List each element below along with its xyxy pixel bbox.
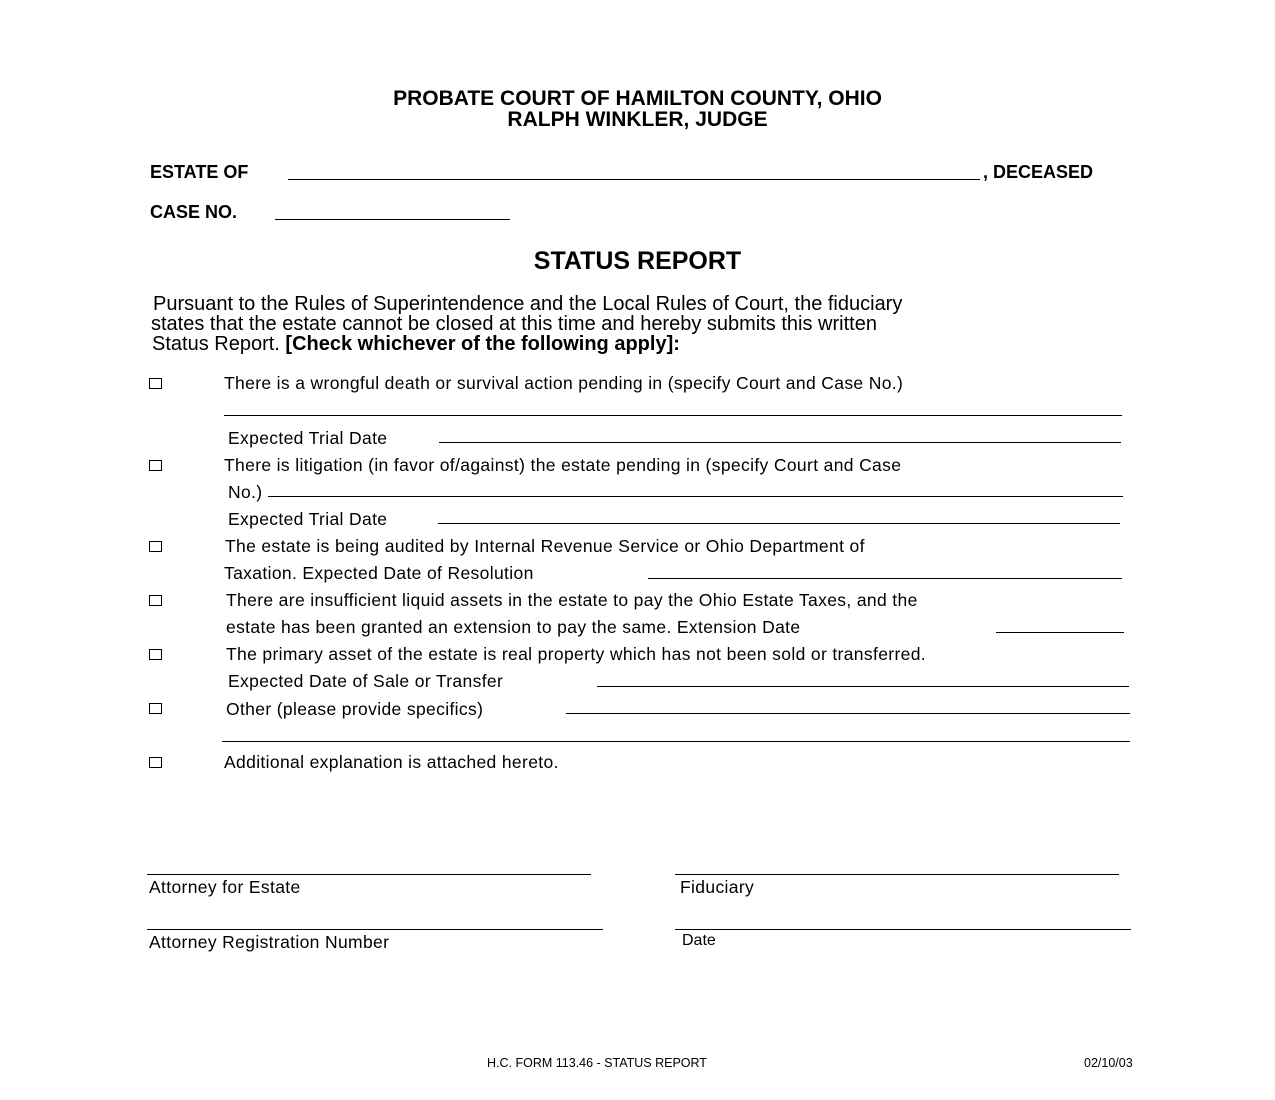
audit-checkbox[interactable]: [149, 541, 162, 552]
deceased-label: , DECEASED: [983, 162, 1094, 182]
litigation-trial-label: Expected Trial Date: [228, 509, 388, 529]
court-title: PROBATE COURT OF HAMILTON COUNTY, OHIO: [393, 87, 882, 110]
extension-date-field[interactable]: [996, 632, 1124, 633]
additional-checkbox[interactable]: [149, 757, 162, 768]
judge-name: RALPH WINKLER, JUDGE: [507, 108, 768, 131]
litigation-court-field[interactable]: [268, 496, 1123, 497]
wrongful-death-trial-date-field[interactable]: [439, 442, 1121, 443]
liquid-assets-text: There are insufficient liquid assets in the estate to pay the Ohio Estate Taxes, and the: [226, 590, 918, 610]
intro-instruction: [Check whichever of the following apply]:: [285, 333, 680, 355]
wrongful-death-court-field[interactable]: [224, 415, 1122, 416]
intro-line-2: states that the estate cannot be closed at this time and hereby submits this written: [151, 313, 877, 335]
other-text: Other (please provide specifics): [226, 699, 484, 719]
litigation-trial-date-field[interactable]: [438, 523, 1120, 524]
attorney-label: Attorney for Estate: [149, 877, 301, 897]
date-label: Date: [682, 932, 716, 949]
sale-transfer-date-field[interactable]: [597, 686, 1129, 687]
form-revision-date: 02/10/03: [1084, 1056, 1133, 1070]
liquid-assets-checkbox[interactable]: [149, 595, 162, 606]
wrongful-death-text: There is a wrongful death or survival action pending in (specify Court and Case No.): [224, 373, 904, 393]
intro-line-1: Pursuant to the Rules of Superintendence and the Local Rules of Court, the fiduciary: [153, 293, 903, 315]
real-property-text: The primary asset of the estate is real property which has not been sold or transferred.: [226, 644, 927, 664]
audit-text-cont: Taxation. Expected Date of Resolution: [224, 563, 534, 583]
wrongful-death-checkbox[interactable]: [149, 378, 162, 389]
attorney-signature-line[interactable]: [147, 874, 591, 875]
real-property-text-cont: Expected Date of Sale or Transfer: [228, 671, 504, 691]
case-number-field[interactable]: [275, 219, 510, 220]
estate-label: ESTATE OF: [150, 162, 249, 182]
fiduciary-label: Fiduciary: [680, 877, 755, 897]
other-checkbox[interactable]: [149, 703, 162, 714]
intro-line-3: [152, 334, 680, 354]
registration-label: Attorney Registration Number: [149, 932, 390, 952]
registration-number-line[interactable]: [147, 929, 603, 930]
additional-text: Additional explanation is attached hereto.: [224, 752, 559, 772]
intro-status-report: Status Report.: [152, 333, 280, 355]
form-number: H.C. FORM 113.46 - STATUS REPORT: [487, 1056, 707, 1070]
litigation-checkbox[interactable]: [149, 460, 162, 471]
fiduciary-signature-line[interactable]: [675, 874, 1119, 875]
other-specifics-field-2[interactable]: [222, 741, 1130, 742]
date-line[interactable]: [675, 929, 1131, 930]
wrongful-death-trial-label: Expected Trial Date: [228, 428, 388, 448]
other-specifics-field[interactable]: [566, 713, 1130, 714]
liquid-assets-text-cont: estate has been granted an extension to pay the same. Extension Date: [226, 617, 801, 637]
audit-text: The estate is being audited by Internal Revenue Service or Ohio Department of: [225, 536, 865, 556]
estate-name-field[interactable]: [288, 179, 980, 180]
page-title: STATUS REPORT: [533, 247, 742, 275]
case-label: CASE NO.: [150, 202, 238, 222]
litigation-text: There is litigation (in favor of/against) the estate pending in (specify Court and Case: [224, 455, 902, 475]
litigation-text-cont: No.): [228, 482, 263, 502]
real-property-checkbox[interactable]: [149, 649, 162, 660]
audit-resolution-date-field[interactable]: [648, 578, 1122, 579]
